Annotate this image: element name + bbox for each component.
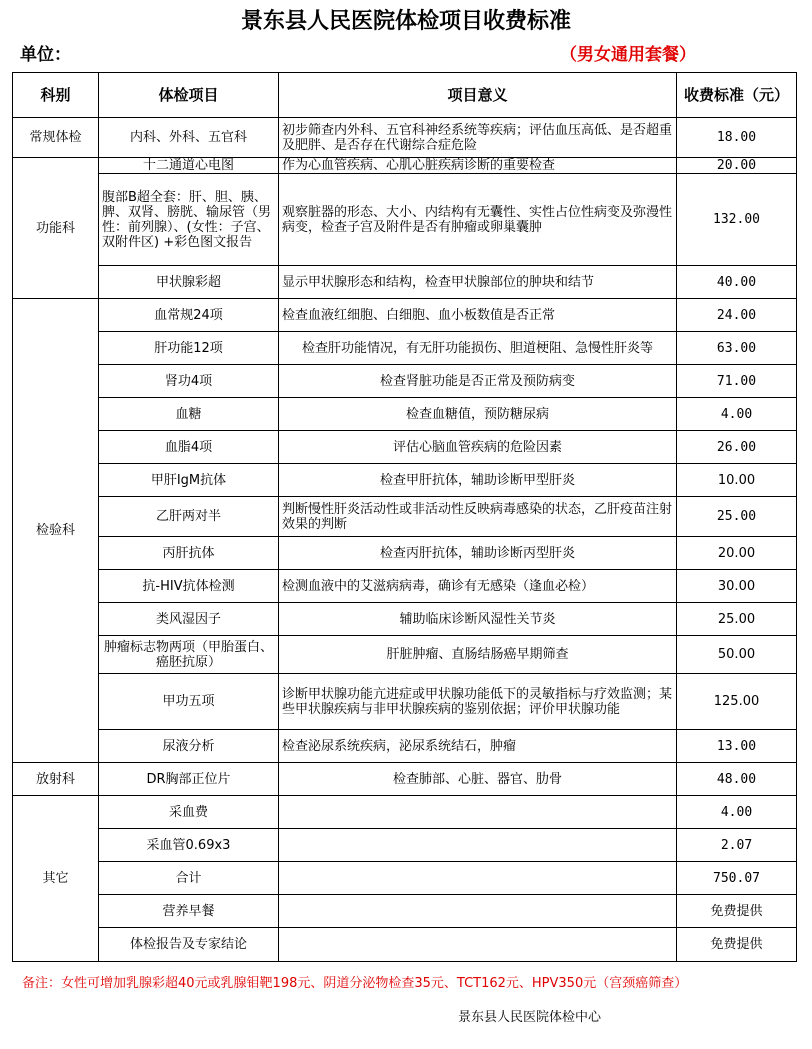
category-cell: 放射科 <box>13 763 99 796</box>
table-row <box>13 636 797 674</box>
fee-cell: 26.00 <box>677 431 797 464</box>
table-row <box>13 118 797 158</box>
fee-cell: 4.00 <box>677 796 797 829</box>
fee-cell: 50.00 <box>677 636 797 674</box>
meaning-cell: 检查泌尿系统疾病，泌尿系统结石，肿瘤 <box>279 730 677 763</box>
table-row <box>13 332 797 365</box>
meaning-cell: 检查丙肝抗体，辅助诊断丙型肝炎 <box>279 537 677 570</box>
meaning-cell <box>279 928 677 962</box>
item-cell: 采血管0.69x3 <box>99 829 279 862</box>
meaning-cell: 观察脏器的形态、大小、内结构有无囊性、实性占位性病变及弥漫性病变，检查子宫及附件是否有肿瘤或卵巢囊肿 <box>279 174 677 266</box>
fee-cell: 18.00 <box>677 118 797 158</box>
fee-cell: 13.00 <box>677 730 797 763</box>
category-cell: 检验科 <box>13 299 99 763</box>
item-cell: 乙肝两对半 <box>99 497 279 537</box>
item-cell: 类风湿因子 <box>99 603 279 636</box>
fee-cell: 30.00 <box>677 570 797 603</box>
table-row <box>13 674 797 730</box>
meaning-cell <box>279 895 677 928</box>
item-cell: 肿瘤标志物两项（甲胎蛋白、癌胚抗原） <box>99 636 279 674</box>
signature: 景东县人民医院体检中心 <box>458 1010 602 1025</box>
category-cell: 其它 <box>13 796 99 962</box>
item-cell: 血常规24项 <box>99 299 279 332</box>
meaning-cell: 肝脏肿瘤、直肠结肠癌早期筛查 <box>279 636 677 674</box>
fee-cell: 48.00 <box>677 763 797 796</box>
fee-cell: 2.07 <box>677 829 797 862</box>
table-row <box>13 266 797 299</box>
meaning-cell <box>279 829 677 862</box>
item-cell: 肾功4项 <box>99 365 279 398</box>
table-header-row <box>13 73 797 118</box>
table-row <box>13 497 797 537</box>
item-cell: 十二通道心电图 <box>99 158 279 174</box>
table-row <box>13 570 797 603</box>
category-cell: 功能科 <box>13 158 99 299</box>
fee-cell: 免费提供 <box>677 895 797 928</box>
table-row <box>13 174 797 266</box>
item-cell: 营养早餐 <box>99 895 279 928</box>
fee-cell: 24.00 <box>677 299 797 332</box>
table-row <box>13 299 797 332</box>
meaning-cell <box>279 862 677 895</box>
item-cell: 体检报告及专家结论 <box>99 928 279 962</box>
table-row <box>13 464 797 497</box>
table-row <box>13 730 797 763</box>
package-label: （男女通用套餐） <box>560 45 696 65</box>
item-cell: 甲肝IgM抗体 <box>99 464 279 497</box>
header-category: 科别 <box>13 73 99 118</box>
item-cell: 合计 <box>99 862 279 895</box>
item-cell: 血脂4项 <box>99 431 279 464</box>
table-row <box>13 796 797 829</box>
meaning-cell: 判断慢性肝炎活动性或非活动性反映病毒感染的状态，乙肝疫苗注射效果的判断 <box>279 497 677 537</box>
fee-cell: 10.00 <box>677 464 797 497</box>
fee-cell: 63.00 <box>677 332 797 365</box>
fee-cell: 132.00 <box>677 174 797 266</box>
fee-cell: 20.00 <box>677 158 797 174</box>
table-row <box>13 862 797 895</box>
fee-cell: 25.00 <box>677 603 797 636</box>
table-row <box>13 398 797 431</box>
meaning-cell: 显示甲状腺形态和结构，检查甲状腺部位的肿块和结节 <box>279 266 677 299</box>
fee-cell: 25.00 <box>677 497 797 537</box>
unit-label: 单位： <box>20 45 71 65</box>
item-cell: 抗-HIV抗体检测 <box>99 570 279 603</box>
header-item: 体检项目 <box>99 73 279 118</box>
fee-cell: 750.07 <box>677 862 797 895</box>
page-title: 景东县人民医院体检项目收费标准 <box>240 8 571 34</box>
meaning-cell: 检查甲肝抗体，辅助诊断甲型肝炎 <box>279 464 677 497</box>
item-cell: 丙肝抗体 <box>99 537 279 570</box>
item-cell: 内科、外科、五官科 <box>99 118 279 158</box>
meaning-cell: 辅助临床诊断风湿性关节炎 <box>279 603 677 636</box>
meaning-cell: 检查肾脏功能是否正常及预防病变 <box>279 365 677 398</box>
category-cell: 常规体检 <box>13 118 99 158</box>
fee-table <box>12 72 797 962</box>
table-row <box>13 895 797 928</box>
meaning-cell <box>279 796 677 829</box>
meaning-cell: 诊断甲状腺功能亢进症或甲状腺功能低下的灵敏指标与疗效监测；某些甲状腺疾病与非甲状腺疾病的鉴别依据；评价甲状腺功能 <box>279 674 677 730</box>
table-row <box>13 431 797 464</box>
item-cell: 采血费 <box>99 796 279 829</box>
table-row <box>13 763 797 796</box>
header-fee: 收费标准（元） <box>677 73 797 118</box>
fee-cell: 125.00 <box>677 674 797 730</box>
meaning-cell: 检查肺部、心脏、器官、肋骨 <box>279 763 677 796</box>
header-meaning: 项目意义 <box>279 73 677 118</box>
meaning-cell: 检查肝功能情况，有无肝功能损伤、胆道梗阻、急慢性肝炎等 <box>279 332 677 365</box>
table-row <box>13 603 797 636</box>
item-cell: 甲状腺彩超 <box>99 266 279 299</box>
fee-cell: 71.00 <box>677 365 797 398</box>
meaning-cell: 检测血液中的艾滋病病毒，确诊有无感染（逢血必检） <box>279 570 677 603</box>
item-cell: 尿液分析 <box>99 730 279 763</box>
item-cell: 血糖 <box>99 398 279 431</box>
table-row <box>13 829 797 862</box>
table-row <box>13 537 797 570</box>
footnote: 备注：女性可增加乳腺彩超40元或乳腺钼靶198元、阴道分泌物检查35元、TCT162元、HPV350元（宫颈癌筛查） <box>22 976 688 991</box>
item-cell: 甲功五项 <box>99 674 279 730</box>
meaning-cell: 初步筛查内外科、五官科神经系统等疾病；评估血压高低、是否超重及肥胖、是否存在代谢综合症危险 <box>279 118 677 158</box>
meaning-cell: 作为心血管疾病、心肌心脏疾病诊断的重要检查 <box>279 158 677 174</box>
meaning-cell: 检查血糖值，预防糖尿病 <box>279 398 677 431</box>
item-cell: DR胸部正位片 <box>99 763 279 796</box>
fee-cell: 4.00 <box>677 398 797 431</box>
meaning-cell: 检查血液红细胞、白细胞、血小板数值是否正常 <box>279 299 677 332</box>
meaning-cell: 评估心脑血管疾病的危险因素 <box>279 431 677 464</box>
fee-cell: 40.00 <box>677 266 797 299</box>
item-cell: 肝功能12项 <box>99 332 279 365</box>
fee-cell: 20.00 <box>677 537 797 570</box>
table-row <box>13 928 797 962</box>
item-cell: 腹部B超全套：肝、胆、胰、脾、双肾、膀胱、输尿管（男性：前列腺）、(女性：子宫、双附件区) +彩色图文报告 <box>99 174 279 266</box>
table-row <box>13 365 797 398</box>
table-row <box>13 158 797 174</box>
fee-cell: 免费提供 <box>677 928 797 962</box>
